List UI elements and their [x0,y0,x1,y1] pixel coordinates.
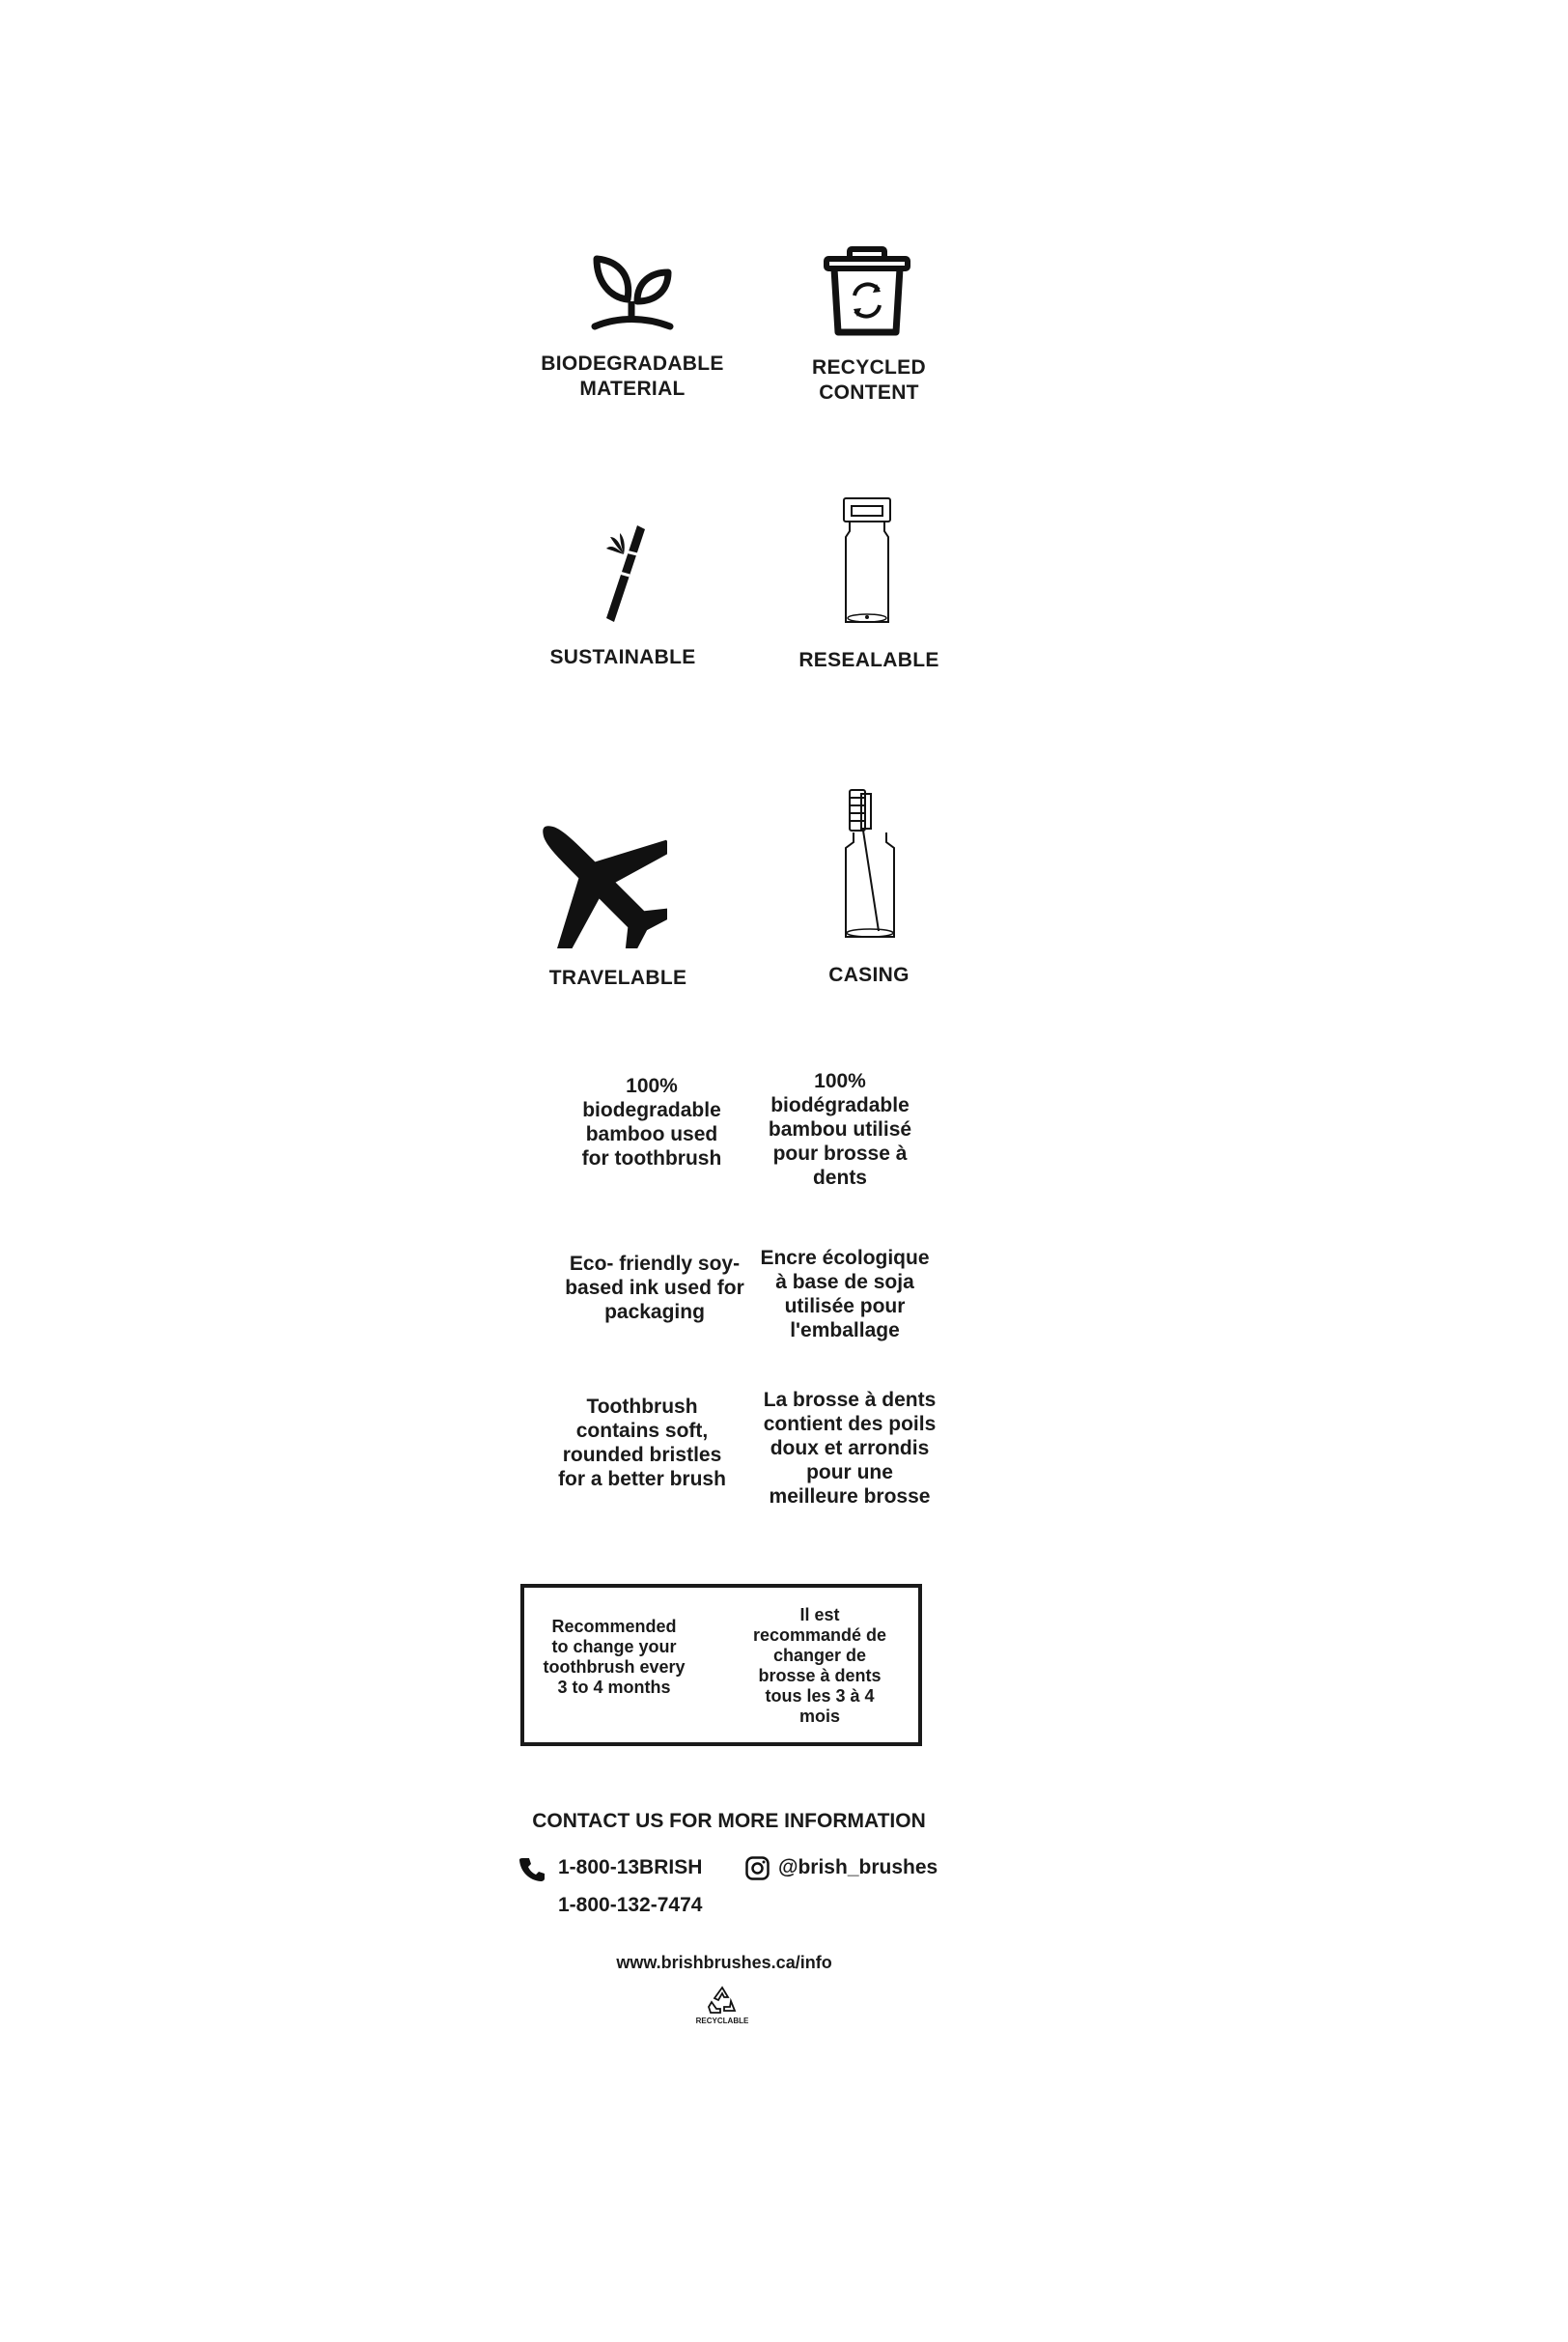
label-biodegradable [526,352,739,402]
feature-line: for a better brush [558,1468,726,1490]
feature-line: contains soft, [575,1420,709,1442]
label-casing-text: CASING [828,964,910,986]
recommendation-line: changer de [772,1646,867,1665]
feature-line: contient des poils [763,1413,937,1435]
recyclable-label: RECYCLABLE [695,2017,749,2025]
feature-line: à base de soja [775,1271,914,1293]
feature-line: utilisée pour [784,1295,906,1317]
feature-line: rounded bristles [562,1444,722,1466]
contact-heading: CONTACT US FOR MORE INFORMATION [532,1810,926,1832]
label-sustainable [521,645,724,670]
label-recycled [763,355,975,406]
recommendation-line: recommandé de [752,1625,887,1645]
recommendation-line: to change your [551,1637,677,1656]
instagram-handle[interactable]: @brish_brushes [778,1856,938,1878]
recycle-bin-icon [823,245,911,338]
recycle-icon [708,1986,737,2015]
label-casing [763,963,975,988]
feature-en-bamboo [541,1074,763,1171]
bottle-icon [840,494,898,630]
recommendation-fr [744,1605,895,1727]
feature-line: biodegradable [582,1099,721,1121]
feature-fr-bristles [751,1388,948,1509]
phone-icon [519,1856,545,1881]
label-biodegradable-line1: BIODEGRADABLE [541,353,724,375]
feature-line: l'emballage [790,1319,900,1341]
label-travelable-text: TRAVELABLE [548,967,687,989]
feature-line: dents [812,1167,867,1189]
recommendation-en [542,1617,686,1698]
feature-line: Encre écologique [760,1247,930,1269]
recommendation-line: toothbrush every [543,1657,686,1677]
feature-line: La brosse à dents [763,1389,937,1411]
website-link[interactable]: www.brishbrushes.ca/info [616,1953,832,1972]
feature-line: 100% [814,1070,866,1092]
phone-number-1[interactable]: 1-800-13BRISH [558,1856,703,1878]
phone-number-2[interactable]: 1-800-132-7474 [558,1894,703,1916]
recommendation-line: Recommended [551,1617,677,1636]
feature-line: doux et arrondis [770,1437,930,1459]
label-recycled-line2: CONTENT [819,381,919,404]
feature-line: for toothbrush [581,1147,722,1170]
airplane-icon [534,819,667,948]
recommendation-line: Il est [799,1605,840,1624]
feature-line: bambou utilisé [768,1118,912,1141]
label-biodegradable-line2: MATERIAL [579,378,686,400]
label-recycled-line1: RECYCLED [812,356,926,379]
feature-line: pour brosse à [772,1143,908,1165]
feature-line: based ink used for [565,1277,744,1299]
label-resealable-text: RESEALABLE [798,649,939,671]
feature-fr-bamboo [748,1069,932,1190]
sprout-icon [589,253,674,332]
recommendation-line: mois [798,1707,840,1726]
feature-line: bamboo used [585,1123,718,1145]
feature-line: biodégradable [770,1094,910,1116]
feature-line: meilleure brosse [769,1485,931,1508]
label-travelable [512,966,724,991]
feature-line: Toothbrush [586,1396,698,1418]
recommendation-box [520,1584,922,1746]
feature-line: 100% [626,1075,678,1097]
bamboo-icon [587,522,655,626]
feature-line: packaging [604,1301,705,1323]
toothbrush-case-icon [840,786,902,945]
feature-en-bristles [531,1395,753,1491]
label-sustainable-text: SUSTAINABLE [549,646,696,668]
label-resealable [763,648,975,673]
recommendation-line: brosse à dents [758,1666,882,1685]
feature-line: pour une [806,1461,893,1483]
instagram-icon [745,1856,770,1880]
feature-line: Eco- friendly soy- [569,1253,741,1275]
recommendation-line: 3 to 4 months [557,1678,671,1697]
recommendation-line: tous les 3 à 4 [765,1686,875,1706]
feature-fr-ink [751,1246,938,1342]
feature-en-ink [539,1252,770,1324]
